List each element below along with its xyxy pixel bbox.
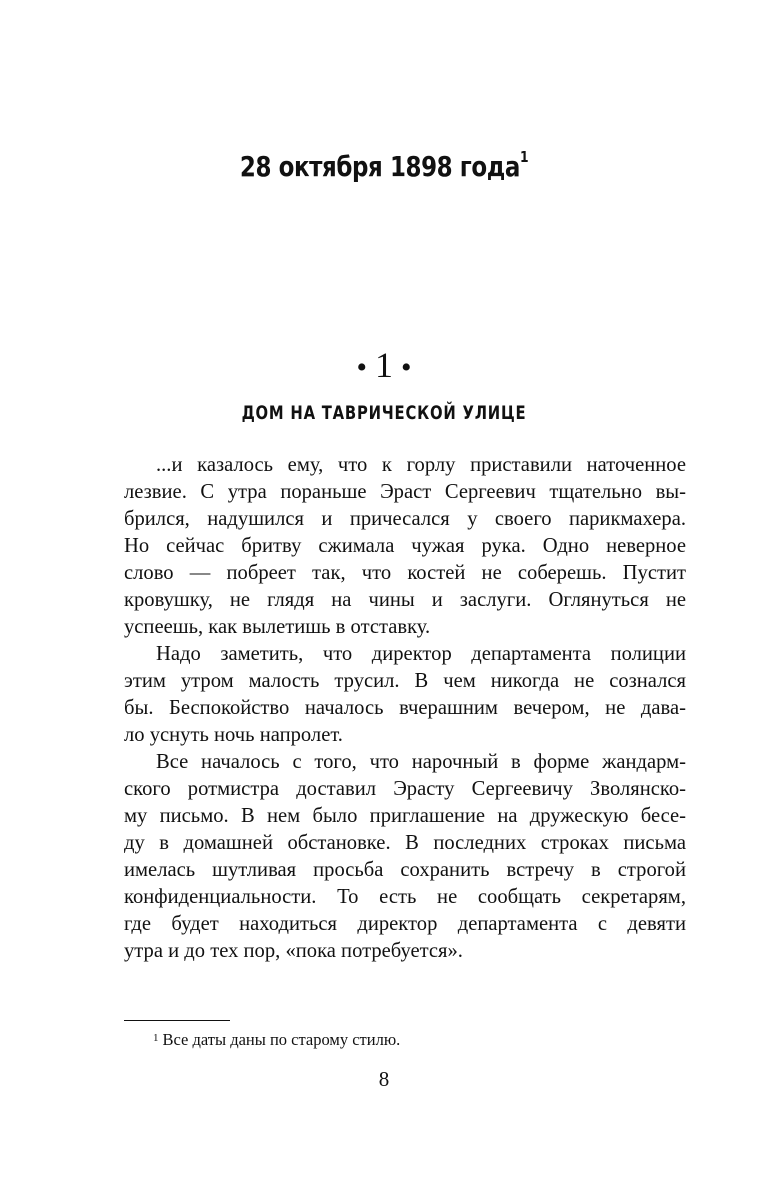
text-line: бы. Беспокойство началось вчерашним вечером, не дава- <box>124 697 686 719</box>
bullet-left-icon: • <box>356 351 367 384</box>
text-line: конфиденциальности. То есть не сообщать секретарям, <box>124 886 686 908</box>
chapter-title: ДОМ НА ТАВРИЧЕСКОЙ УЛИЦЕ <box>241 402 527 424</box>
text-line: Но сейчас бритву сжимала чужая рука. Одно неверное <box>124 535 686 557</box>
text-line: лезвие. С утра пораньше Эраст Сергеевич тщательно вы- <box>124 481 686 503</box>
paragraph <box>124 452 686 641</box>
chapter-number-value: 1 <box>375 345 393 385</box>
paragraph <box>124 749 686 965</box>
text-line: слово — побреет так, что костей не соберешь. Пустит <box>124 562 686 584</box>
text-line: Надо заметить, что директор департамента полиции <box>156 643 686 665</box>
footnote-divider <box>124 1020 230 1021</box>
text-line: му письмо. В нем было приглашение на дружескую бесе- <box>124 805 686 827</box>
paragraph <box>124 641 686 749</box>
body-text <box>124 452 686 965</box>
bullet-right-icon: • <box>401 351 412 384</box>
text-line: ло уснуть ночь напролет. <box>124 724 343 746</box>
page-number: 8 <box>378 1067 390 1091</box>
text-line: успеешь, как вылетишь в отставку. <box>124 616 431 638</box>
text-line: ...и казалось ему, что к горлу приставили наточенное <box>156 454 686 476</box>
footnote-mark: 1 <box>153 1032 159 1044</box>
text-line: утра и до тех пор, «пока потребуется». <box>124 940 463 962</box>
text-line: этим утром малость трусил. В чем никогда не сознался <box>124 670 686 692</box>
text-line: имелась шутливая просьба сохранить встречу в строгой <box>124 859 686 881</box>
footnote-reference-mark: 1 <box>519 148 529 166</box>
footnote-text: Все даты даны по старому стилю. <box>162 1030 401 1049</box>
text-line: где будет находиться директор департамента с девяти <box>124 913 686 935</box>
text-line: брился, надушился и причесался у своего парикмахера. <box>124 508 686 530</box>
footnote <box>153 1030 400 1050</box>
text-line: Все началось с того, что нарочный в форме жандарм- <box>156 751 686 773</box>
date-text: 28 октября 1898 года <box>239 150 520 183</box>
text-line: кровушку, не глядя на чины и заслуги. Оглянуться не <box>124 589 686 611</box>
chapter-date-heading <box>69 150 699 183</box>
chapter-number <box>0 340 768 393</box>
text-line: ского ротмистра доставил Эрасту Сергеевичу Зволянско- <box>124 778 686 800</box>
text-line: ду в домашней обстановке. В последних строках письма <box>124 832 686 854</box>
